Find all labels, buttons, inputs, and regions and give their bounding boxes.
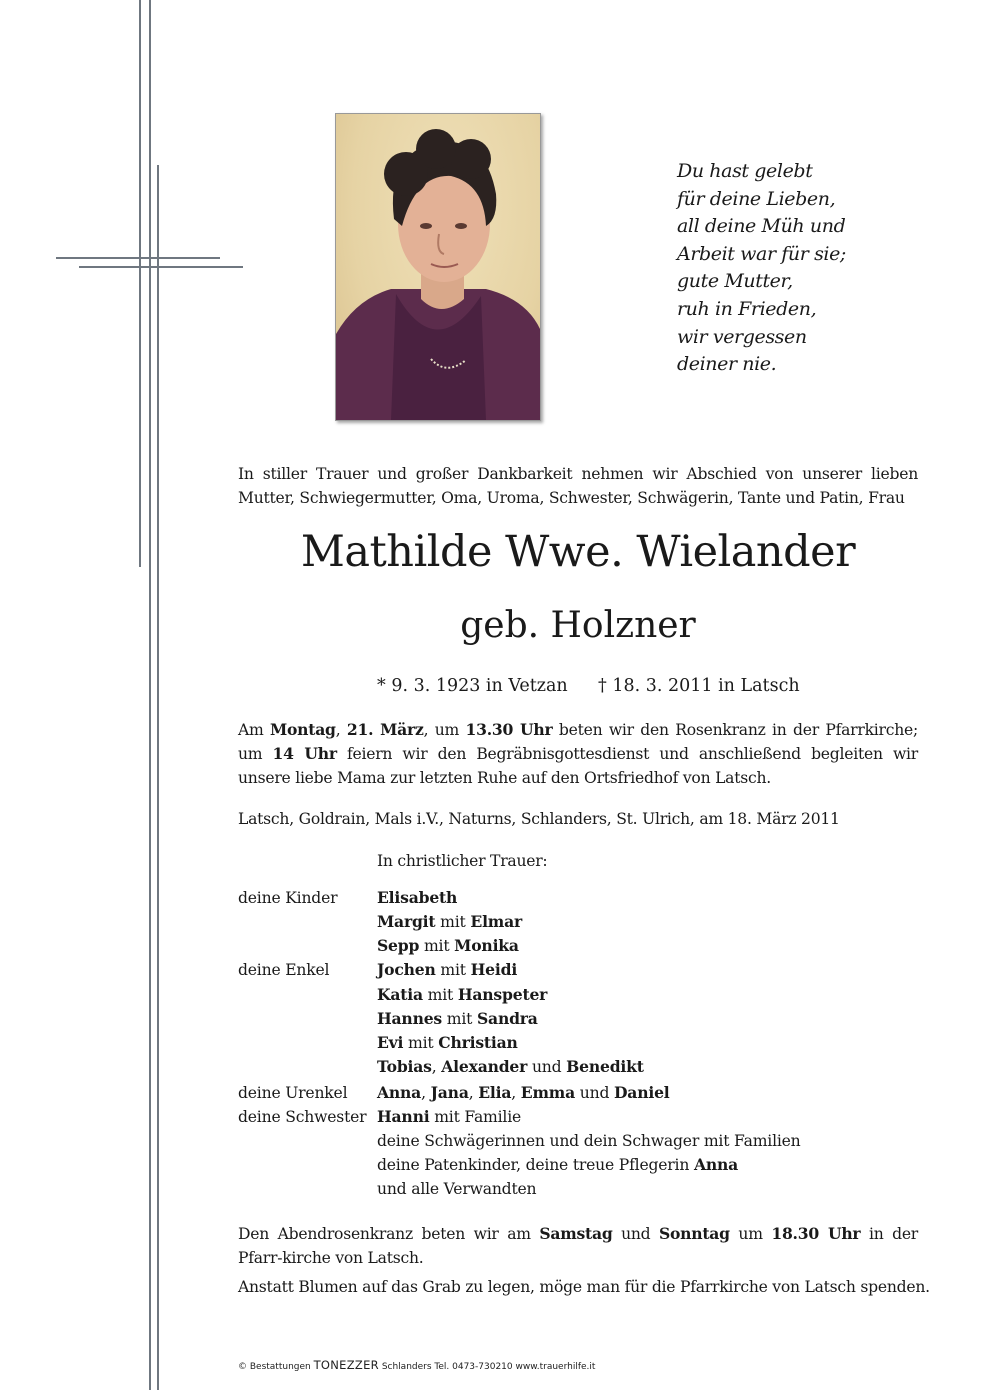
donation-note: Anstatt Blumen auf das Grab zu legen, möge man für die Pfarrkirche von Latsch spenden. <box>238 1278 930 1296</box>
cross-long-vertical-line <box>139 0 141 567</box>
intro-text: In stiller Trauer und großer Dankbarkeit nehmen wir Abschied von unserer lieben Mutter, Schwiegermutter, Oma, Uroma, Schwester, Schwägerin, Tante und Patin, Frau <box>238 465 918 507</box>
places-date: Latsch, Goldrain, Mals i.V., Naturns, Schlanders, St. Ulrich, am 18. März 2011 <box>238 810 840 828</box>
mourner-row: deine Kinder Elisabeth <box>238 886 918 910</box>
poem-line: wir vergessen <box>677 325 807 348</box>
poem-line: ruh in Frieden, <box>677 297 817 320</box>
mourner-row: deine Urenkel Anna, Jana, Elia, Emma und Daniel <box>238 1081 918 1107</box>
mourner-row: deine Schwägerinnen und dein Schwager mit Familien <box>377 1132 801 1150</box>
cross-short-vertical-line <box>157 165 159 1390</box>
poem-line: Arbeit war für sie; <box>677 242 846 265</box>
mourner-row: Evi mit Christian <box>377 1033 518 1052</box>
funeral-home-brand: TONEZZER <box>313 1358 379 1372</box>
mourner-row: Katia mit Hanspeter <box>377 985 548 1004</box>
cross-right-vertical-line <box>149 0 151 1390</box>
mourner-row: Margit mit Elmar <box>377 912 523 931</box>
evening-rosary-info: Den Abendrosenkranz beten wir am Samstag und Sonntag um 18.30 Uhr in der Pfarr-kirche von Latsch. <box>238 1224 919 1267</box>
birth-date: * 9. 3. 1923 in Vetzan <box>377 676 568 696</box>
poem-line: für deine Lieben, <box>677 187 836 210</box>
death-date: † 18. 3. 2011 in Latsch <box>598 676 800 696</box>
poem-line: gute Mutter, <box>677 270 793 293</box>
mourner-row: deine Enkel Jochen mit Heidi <box>238 958 918 983</box>
cross-top-horizontal-line <box>56 257 220 259</box>
deceased-name: Mathilde Wwe. Wielander <box>300 527 856 577</box>
mourner-row: Hannes mit Sandra <box>377 1009 538 1028</box>
funeral-info: Am Montag, 21. März, um 13.30 Uhr beten wir den Rosenkranz in der Pfarrkirche; um 14 Uhr feiern wir den Begräbnisgottesdienst und anschließend begleiten wir unsere liebe Mama zur letzten Ruhe auf den Ortsfriedhof von Latsch. <box>238 720 918 787</box>
portrait-photo <box>335 113 541 421</box>
mourner-row: Tobias, Alexander und Benedikt <box>377 1057 644 1076</box>
footer: © Bestattungen TONEZZER Schlanders Tel. 0473-730210 www.trauerhilfe.it <box>238 1358 596 1372</box>
cross-bottom-horizontal-line <box>79 266 243 268</box>
maiden-name: geb. Holzner <box>460 605 696 646</box>
poem-line: all deine Müh und <box>677 215 846 238</box>
mourner-row: deine Patenkinder, deine treue Pflegerin Anna <box>377 1155 739 1174</box>
poem-line: Du hast gelebt <box>677 160 813 182</box>
relation-label: deine Urenkel <box>238 1084 348 1102</box>
poem-line: deiner nie. <box>677 353 777 376</box>
mourning-heading: In christlicher Trauer: <box>377 852 548 870</box>
poem <box>677 158 917 379</box>
mourners-list <box>238 886 918 1201</box>
mourner-row: Sepp mit Monika <box>377 936 519 955</box>
mourner-row: deine Schwester Hanni mit Familie <box>238 1105 918 1129</box>
relation-label: deine Enkel <box>238 961 330 979</box>
relation-label: deine Schwester <box>238 1108 367 1126</box>
relation-label: deine Kinder <box>238 889 338 907</box>
mourner-row: und alle Verwandten <box>377 1180 537 1198</box>
